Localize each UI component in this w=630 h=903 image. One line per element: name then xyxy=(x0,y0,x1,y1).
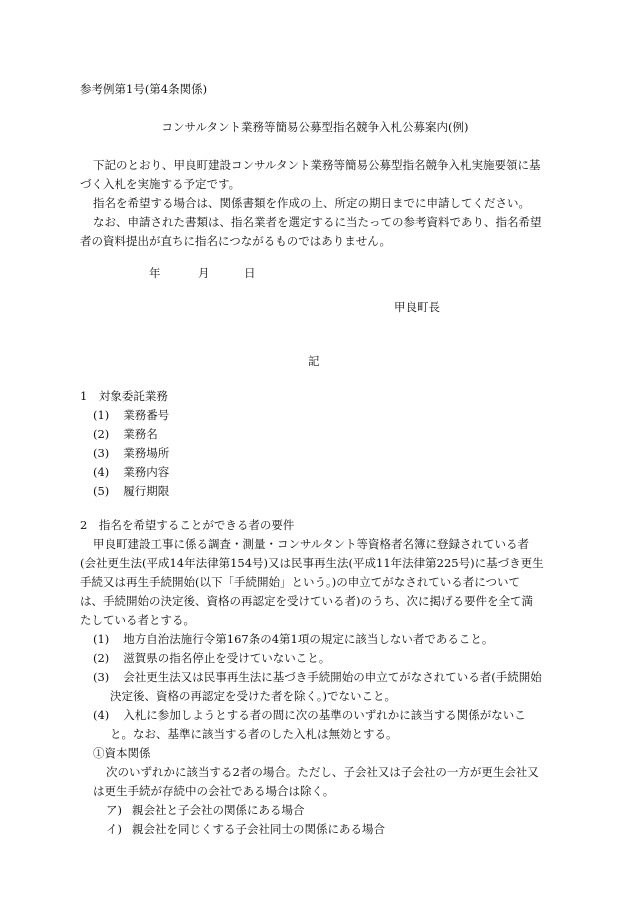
item-number: ア) xyxy=(106,803,122,817)
section-2-body-line-4: は、手続開始の決定後、資格の再認定を受けている者)のうち、次に掲げる要件を全て満 xyxy=(80,594,533,608)
item-number: (4) xyxy=(93,708,110,722)
item-number: (5) xyxy=(93,484,110,498)
section-1-heading: 1 対象委託業務 xyxy=(80,389,168,403)
section-2-item-2 xyxy=(93,649,330,668)
section-2-item-4 xyxy=(93,706,526,725)
section-2-body-line-2: (会社更生法(平成14年法律第154号)又は民事再生法(平成11年法律第225号)に基づき更生 xyxy=(80,556,544,570)
item-label: 業務場所 xyxy=(123,446,170,460)
item-number: (1) xyxy=(93,408,110,422)
item-number: (3) xyxy=(93,446,110,460)
ki-heading: 記 xyxy=(308,354,320,368)
section-1-item-2 xyxy=(93,425,158,444)
section-2-item-1 xyxy=(93,630,493,649)
item-label: 親会社を同じくする子会社同士の関係にある場合 xyxy=(132,822,385,836)
section-2-body-line-3: 手続又は再生手続開始(以下「手続開始」という。)の申立てがなされている者について xyxy=(80,575,520,589)
section-1-item-1 xyxy=(93,406,169,425)
item-label: 業務名 xyxy=(123,427,158,441)
intro-paragraph-1-line-2: づく入札を実施する予定です。 xyxy=(80,177,241,191)
signer-name: 甲良町長 xyxy=(394,300,440,314)
item-label: 業務番号 xyxy=(123,408,170,422)
capital-relation-body-line-2: は更生手続が存続中の会社である場合は除く。 xyxy=(93,784,335,798)
capital-relation-heading: ①資本関係 xyxy=(93,746,151,760)
document-title: コンサルタント業務等簡易公募型指名競争入札公募案内(例) xyxy=(161,120,469,134)
item-label: 業務内容 xyxy=(123,465,170,479)
section-2-body-line-5: たしている者とする。 xyxy=(80,613,195,627)
item-number: (2) xyxy=(93,651,110,665)
date-day: 日 xyxy=(244,266,256,280)
reference-label: 参考例第1号(第4条関係) xyxy=(80,82,208,96)
item-number: (2) xyxy=(93,427,110,441)
capital-relation-item-a xyxy=(106,801,305,820)
section-2-item-3 xyxy=(93,668,542,687)
item-number: (4) xyxy=(93,465,110,479)
date-year: 年 xyxy=(149,266,161,280)
item-number: (3) xyxy=(93,670,110,684)
date-month: 月 xyxy=(198,266,210,280)
section-2-body-line-1: 甲良町建設工事に係る調査・測量・コンサルタント等資格者名簿に登録されている者 xyxy=(93,537,529,551)
capital-relation-item-i xyxy=(106,820,385,839)
section-1-item-4 xyxy=(93,463,169,482)
section-2-item-4-continuation: と。なお、基準に該当する者のした入札は無効とする。 xyxy=(110,727,398,741)
item-text: 入札に参加しようとする者の間に次の基準のいずれかに該当する関係がないこ xyxy=(123,708,526,722)
item-label: 親会社と子会社の関係にある場合 xyxy=(132,803,305,817)
intro-paragraph-3-line-2: 者の資料提出が直ちに指名につながるものではありません。 xyxy=(80,234,391,248)
item-text: 滋賀県の指名停止を受けていないこと。 xyxy=(123,651,331,665)
item-text: 地方自治法施行令第167条の4第1項の規定に該当しない者であること。 xyxy=(123,632,494,646)
item-number: (1) xyxy=(93,632,110,646)
section-2-item-3-continuation: 決定後、資格の再認定を受けた者を除く。)でないこと。 xyxy=(110,689,397,703)
section-2-heading: 2 指名を希望することができる者の要件 xyxy=(80,518,295,532)
intro-paragraph-3-line-1: なお、申請された書類は、指名業者を選定するに当たっての参考資料であり、指名希望 xyxy=(93,215,542,229)
item-label: 履行期限 xyxy=(123,484,170,498)
intro-paragraph-2: 指名を希望する場合は、関係書類を作成の上、所定の期日までに申請してください。 xyxy=(93,196,530,210)
item-number: イ) xyxy=(106,822,122,836)
intro-paragraph-1-line-1: 下記のとおり、甲良町建設コンサルタント業務等簡易公募型指名競争入札実施要領に基 xyxy=(93,158,541,172)
capital-relation-body-line-1: 次のいずれかに該当する2者の場合。ただし、子会社又は子会社の一方が更生会社又 xyxy=(106,765,539,779)
section-1-item-5 xyxy=(93,482,169,501)
section-1-item-3 xyxy=(93,444,169,463)
item-text: 会社更生法又は民事再生法に基づき手続開始の申立てがなされている者(手続開始 xyxy=(123,670,542,684)
